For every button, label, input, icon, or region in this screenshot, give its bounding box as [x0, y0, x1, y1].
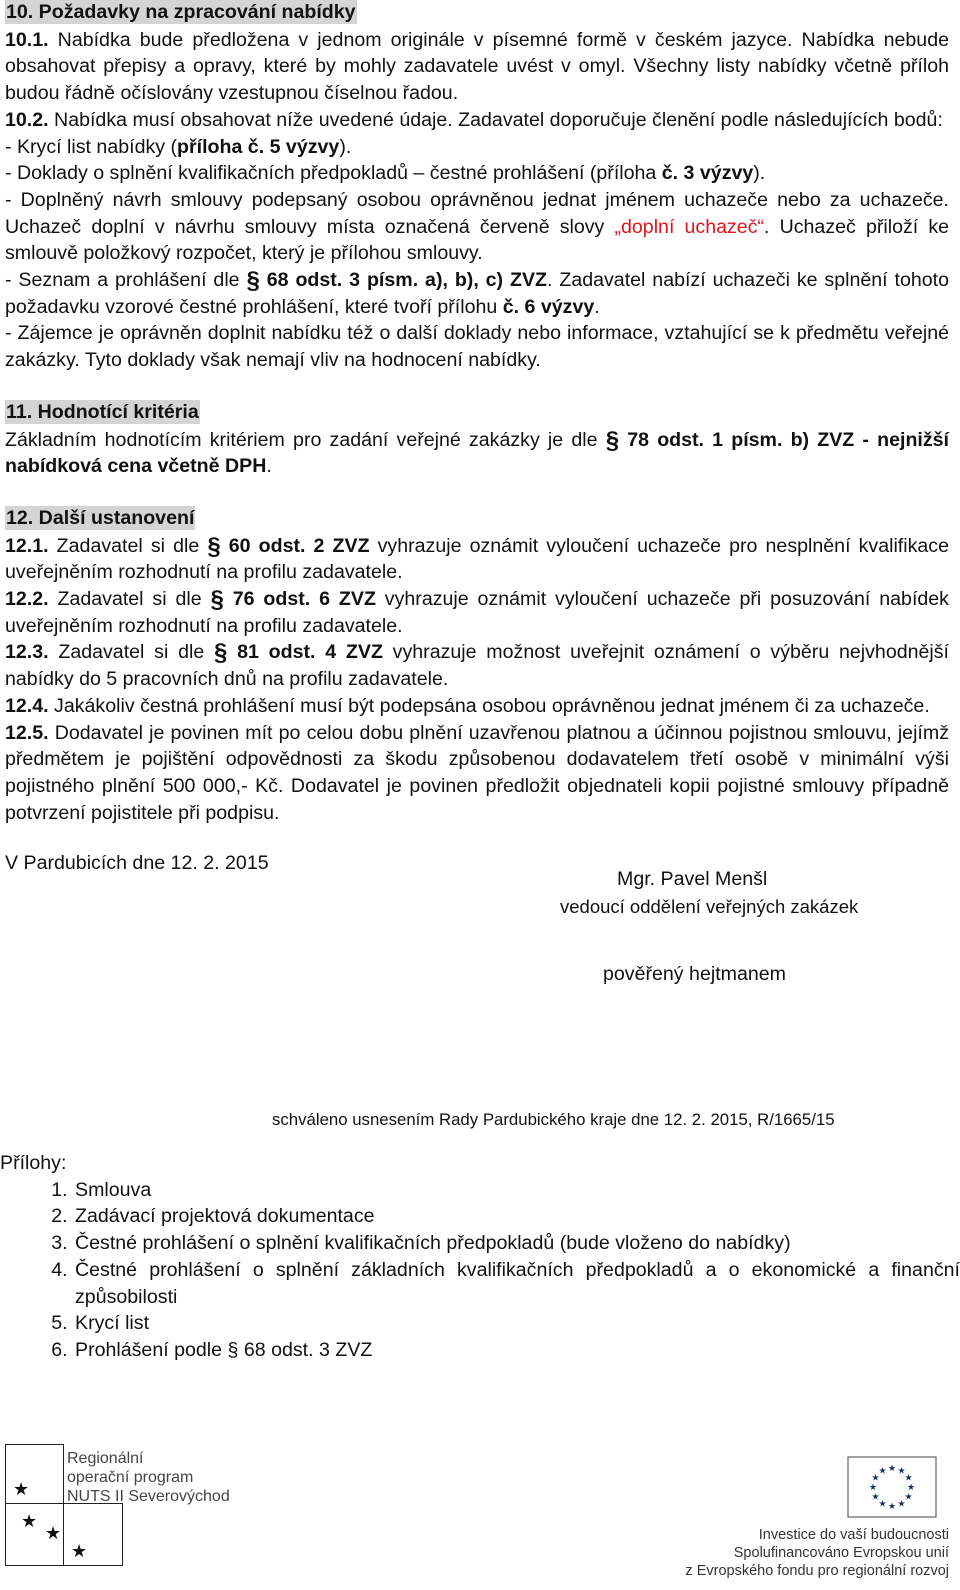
attachments — [0, 1150, 960, 1364]
section-10-heading: 10. Požadavky na zpracování nabídky — [6, 1, 356, 23]
signatory-name: Mgr. Pavel Menšl — [617, 868, 768, 891]
section-12 — [5, 506, 949, 826]
paragraph-10-2: 10.2. Nabídka musí obsahovat níže uvedené údaje. Zadavatel doporučuje členění podle následujících bodů: — [5, 108, 943, 131]
paragraph-12-2: 12.2. Zadavatel si dle § 76 odst. 6 ZVZ vyhrazuje oznámit vyloučení uchazeče při posuzování nabídek uveřejněním rozhodnutí na profilu zadavatele. — [5, 586, 949, 637]
star-icon: ★ — [897, 1465, 906, 1476]
eu-text: Investice do vaší budoucnosti Spolufinancováno Evropskou unií z Evropského fondu pro regionální rozvoj — [685, 1527, 949, 1579]
section-11 — [5, 400, 949, 480]
bullet-qualification: - Doklady o splnění kvalifikačních předpokladů – čestné prohlášení (příloha č. 3 výzvy). — [5, 162, 766, 185]
list-item: 6. Prohlášení podle § 68 odst. 3 ZVZ — [73, 1337, 960, 1364]
star-icon: ★ — [887, 1501, 897, 1511]
spacer — [5, 826, 949, 850]
signature-block — [5, 850, 949, 986]
attachments-label: Přílohy: — [0, 1152, 67, 1174]
approval-note: schváleno usnesením Rady Pardubického kraje dne 12. 2. 2015, R/1665/15 — [272, 1110, 835, 1129]
paragraph-12-1: 12.1. Zadavatel si dle § 60 odst. 2 ZVZ vyhrazuje oznámit vyloučení uchazeče pro nesplnění kvalifikace uveřejněním rozhodnutí na profilu zadavatele. — [5, 532, 949, 584]
list-item: 3. Čestné prohlášení o splnění kvalifikačních předpokladů (bude vloženo do nabídky) — [73, 1230, 960, 1257]
star-icon: ★ — [868, 1482, 878, 1492]
star-icon: ★ — [21, 1511, 38, 1531]
bullet-additional-docs: - Zájemce je oprávněn doplnit nabídku též o další doklady nebo informace, vztahující se k předmětu veřejné zakázky. Tyto doklady však nemají vliv na hodnocení nabídky. — [5, 322, 949, 372]
eu-logo — [679, 1456, 949, 1590]
rop-text: Regionální operační program NUTS II Severovýchod — [67, 1450, 230, 1505]
star-icon: ★ — [904, 1472, 913, 1483]
paragraph-10-1: 10.1. Nabídka bude předložena v jednom originále v písemné formě v českém jazyce. Nabídka nebude obsahovat přepisy a opravy, které by mohly zadavatele uvést v omyl. Všechny listy nabídky včetně příloh budou řádně očíslovány vzestupnou číselnou řadou. — [5, 28, 949, 105]
signatory-role: pověřený hejtmanem — [603, 963, 786, 986]
bullet-cover-sheet: - Krycí list nabídky (příloha č. 5 výzvy). — [5, 135, 352, 158]
footer — [5, 1444, 949, 1590]
star-icon: ★ — [887, 1463, 897, 1473]
star-icon: ★ — [906, 1482, 916, 1492]
date-place: V Pardubicích dne 12. 2. 2015 — [5, 852, 269, 875]
star-icon: ★ — [871, 1491, 880, 1502]
star-icon: ★ — [13, 1479, 30, 1499]
spacer — [5, 480, 949, 506]
list-item: 2. Zadávací projektová dokumentace — [73, 1203, 960, 1230]
star-icon: ★ — [878, 1498, 887, 1509]
star-icon: ★ — [71, 1541, 88, 1561]
bullet-contract: - Doplněný návrh smlouvy podepsaný osobou oprávněnou jednat jménem uchazeče nebo za uchazeče. Uchazeč doplní v návrhu smlouvy místa označená červeně slovy „doplní uchazeč“. Uchazeč přiloží ke smlouvě položkový rozpočet, který je přílohou smlouvy. — [5, 188, 950, 265]
list-item: 1. Smlouva — [73, 1177, 960, 1204]
section-11-heading: 11. Hodnotící kritéria — [6, 400, 199, 423]
star-icon: ★ — [904, 1491, 913, 1502]
paragraph-12-5: 12.5. Dodavatel je povinen mít po celou dobu plnění uzavřenou platnou a účinnou pojistnou smlouvu, jejímž předmětem je pojištění odpovědnosti za škodu způsobenou dodavatelem třetí osobě v minimální výši pojistného plnění 500 000,- Kč. Dodavatel je povinen předložit objednateli kopii pojistné smlouvy případně potvrzení pojistitele při podpisu. — [5, 721, 949, 824]
rop-logo — [5, 1444, 245, 1590]
criteria-text: Základním hodnotícím kritériem pro zadání veřejné zakázky je dle § 78 odst. 1 písm. b) ZVZ - nejnižší nabídková cena včetně DPH. — [5, 426, 949, 478]
document-page — [5, 0, 950, 986]
paragraph-12-3: 12.3. Zadavatel si dle § 81 odst. 4 ZVZ vyhrazuje možnost uveřejnit oznámení o výběru nejvhodnější nabídky do 5 pracovních dnů na profilu zadavatele. — [5, 639, 949, 691]
bullet-list-declaration: - Seznam a prohlášení dle § 68 odst. 3 písm. a), b), c) ZVZ. Zadavatel nabízí uchazeči ke splnění tohoto požadavku vzorové čestné prohlášení, které tvoří přílohu č. 6 výzvy. — [5, 267, 949, 318]
attachments-list — [0, 1177, 960, 1364]
spacer — [5, 374, 949, 400]
eu-flag-icon — [847, 1456, 937, 1518]
signatory-title: vedoucí oddělení veřejných zakázek — [560, 896, 859, 918]
star-icon: ★ — [878, 1465, 887, 1476]
list-item: 5. Krycí list — [73, 1310, 960, 1337]
list-item: 4. Čestné prohlášení o splnění základních kvalifikačních předpokladů a o ekonomické a finanční způsobilosti — [73, 1257, 960, 1310]
section-12-heading: 12. Další ustanovení — [6, 506, 195, 529]
paragraph-12-4: 12.4. Jakákoliv čestná prohlášení musí být podepsána osobou oprávněnou jednat jménem či za uchazeče. — [5, 694, 930, 717]
star-icon: ★ — [871, 1472, 880, 1483]
star-icon: ★ — [897, 1498, 906, 1509]
section-10 — [5, 0, 949, 374]
star-icon: ★ — [45, 1523, 62, 1543]
